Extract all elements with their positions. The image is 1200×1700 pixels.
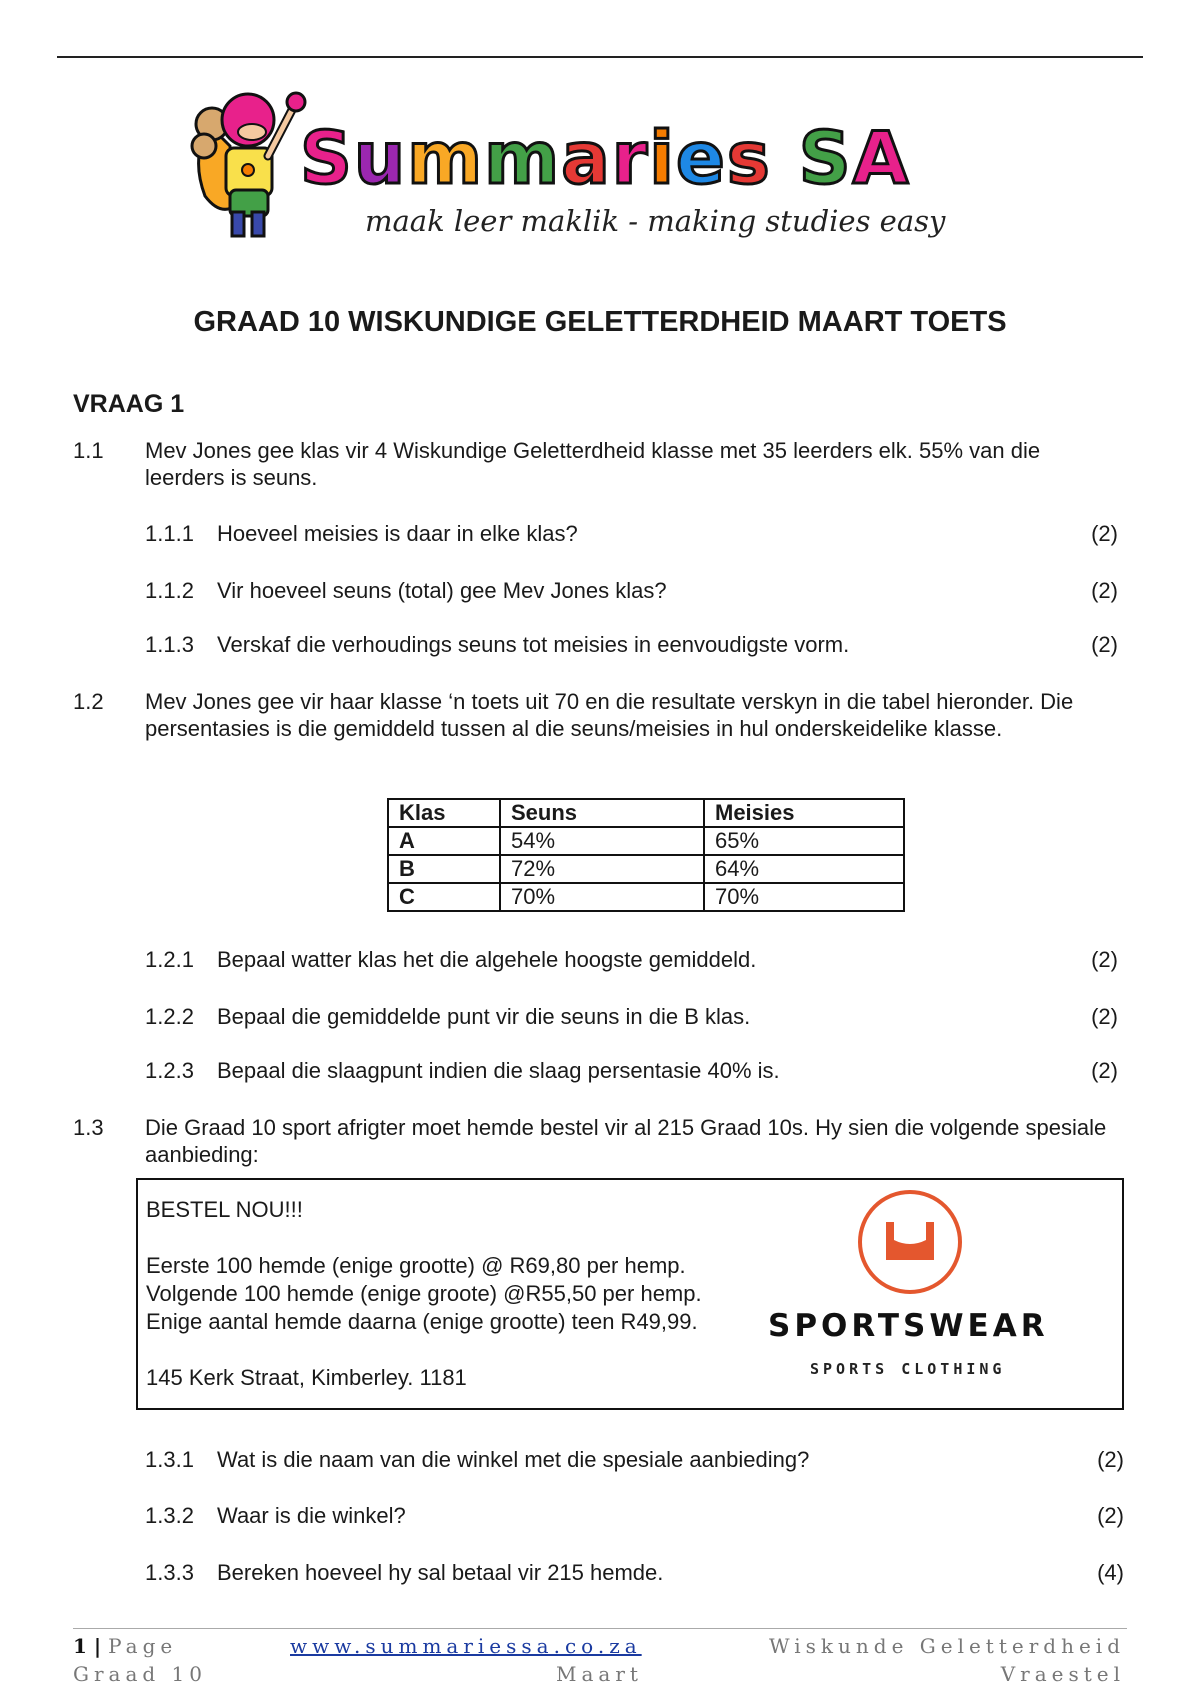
subquestion-number: 1.2.2 xyxy=(145,1004,194,1029)
table-cell: 65% xyxy=(704,827,904,855)
footer-paper: Vraestel xyxy=(1000,1662,1125,1686)
logo-letter: A xyxy=(852,116,911,200)
question-text: Mev Jones gee vir haar klasse ‘n toets uit 70 en die resultate verskyn in die tabel hieronder. Die persentasies is die gemiddeld tussen al die seuns/meisies in hul onderskeidelike klasse. xyxy=(145,689,1074,741)
marks: (2) xyxy=(1091,947,1118,972)
table-cell: 64% xyxy=(704,855,904,883)
logo-letter: a xyxy=(561,116,612,200)
page-label: Page xyxy=(108,1634,178,1658)
logo-wordmark xyxy=(300,116,911,200)
logo-letter: i xyxy=(649,116,676,200)
table-cell: 54% xyxy=(500,827,704,855)
table-cell: 70% xyxy=(704,883,904,911)
logo-letter: e xyxy=(675,116,727,200)
logo-letter: m xyxy=(484,116,562,200)
question-number: 1.2 xyxy=(73,689,104,714)
marks: (2) xyxy=(1091,1004,1118,1029)
ad-price-line: Enige aantal hemde daarna (enige grootte) teen R49,99. xyxy=(146,1309,698,1334)
table-cell: B xyxy=(388,855,500,883)
subquestion-number: 1.3.2 xyxy=(145,1503,194,1528)
logo-letter xyxy=(772,122,799,194)
marks: (2) xyxy=(1097,1447,1124,1472)
table-header-cell: Seuns xyxy=(500,799,704,827)
logo-letter: s xyxy=(726,116,772,200)
subquestion-number: 1.1.3 xyxy=(145,632,194,657)
table-row xyxy=(388,883,904,911)
question-number: 1.1 xyxy=(73,438,104,463)
brand-name: SPORTSWEAR xyxy=(768,1308,1049,1344)
logo-letter: u xyxy=(353,116,408,200)
footer-month: Maart xyxy=(556,1662,643,1686)
marks: (2) xyxy=(1091,1058,1118,1083)
subquestion-number: 1.3.3 xyxy=(145,1560,194,1585)
brand-subtitle: SPORTS CLOTHING xyxy=(810,1360,1006,1378)
table-row xyxy=(388,855,904,883)
logo-tagline: maak leer maklik - making studies easy xyxy=(365,204,946,238)
subquestion-text: Bepaal watter klas het die algehele hoogste gemiddeld. xyxy=(217,947,757,972)
marks: (4) xyxy=(1097,1560,1124,1585)
subquestion-number: 1.1.1 xyxy=(145,521,194,546)
footer-website-link[interactable]: www.summariessa.co.za xyxy=(290,1634,642,1658)
subquestion-text: Wat is die naam van die winkel met die spesiale aanbieding? xyxy=(217,1447,810,1472)
subquestion-text: Bepaal die slaagpunt indien die slaag persentasie 40% is. xyxy=(217,1058,780,1083)
subquestion-text: Verskaf die verhoudings seuns tot meisies in eenvoudigste vorm. xyxy=(217,632,850,657)
section-heading: VRAAG 1 xyxy=(73,390,185,418)
marks: (2) xyxy=(1091,632,1118,657)
question-number: 1.3 xyxy=(73,1115,104,1140)
ad-price-line: Volgende 100 hemde (enige groote) @R55,50 per hemp. xyxy=(146,1281,702,1306)
subquestion-text: Hoeveel meisies is daar in elke klas? xyxy=(217,521,578,546)
logo-letter: r xyxy=(611,116,650,200)
question-text: Die Graad 10 sport afrigter moet hemde bestel vir al 215 Graad 10s. Hy sien die volgende spesiale aanbieding: xyxy=(145,1115,1107,1167)
page-title: GRAAD 10 WISKUNDIGE GELETTERDHEID MAART TOETS xyxy=(193,306,1007,338)
logo-letter: m xyxy=(407,116,485,200)
subquestion-text: Vir hoeveel seuns (total) gee Mev Jones klas? xyxy=(217,578,667,603)
subquestion-number: 1.3.1 xyxy=(145,1447,194,1472)
subquestion-text: Bepaal die gemiddelde punt vir die seuns in die B klas. xyxy=(217,1004,751,1029)
table-header-cell: Meisies xyxy=(704,799,904,827)
marks: (2) xyxy=(1097,1503,1124,1528)
table-row xyxy=(388,827,904,855)
results-table xyxy=(387,798,905,912)
table-cell: C xyxy=(388,883,500,911)
ad-address: 145 Kerk Straat, Kimberley. 1181 xyxy=(146,1365,467,1390)
logo-letter: S xyxy=(798,116,853,200)
table-header-row xyxy=(388,799,904,827)
superhero-mascot-icon xyxy=(190,86,310,246)
marks: (2) xyxy=(1091,521,1118,546)
subquestion-number: 1.2.3 xyxy=(145,1058,194,1083)
footer-page: 1 | Page xyxy=(73,1634,178,1658)
table-cell: A xyxy=(388,827,500,855)
table-header-cell: Klas xyxy=(388,799,500,827)
summaries-sa-logo xyxy=(190,86,1010,246)
subquestion-text: Waar is die winkel? xyxy=(217,1503,406,1528)
ad-price-line: Eerste 100 hemde (enige grootte) @ R69,80 per hemp. xyxy=(146,1253,686,1278)
table-cell: 70% xyxy=(500,883,704,911)
top-rule xyxy=(57,56,1143,58)
subquestion-text: Bereken hoeveel hy sal betaal vir 215 hemde. xyxy=(217,1560,664,1585)
table-cell: 72% xyxy=(500,855,704,883)
footer-rule xyxy=(73,1628,1127,1629)
page-number: 1 xyxy=(73,1634,87,1658)
logo-letter: S xyxy=(300,116,354,200)
advertisement-box xyxy=(136,1178,1124,1410)
subquestion-number: 1.2.1 xyxy=(145,947,194,972)
sports-bra-logo-icon xyxy=(856,1188,964,1296)
marks: (2) xyxy=(1091,578,1118,603)
question-text: Mev Jones gee klas vir 4 Wiskundige Geletterdheid klasse met 35 leerders elk. 55% van die leerders is seuns. xyxy=(145,438,1041,490)
subquestion-number: 1.1.2 xyxy=(145,578,194,603)
ad-headline: BESTEL NOU!!! xyxy=(146,1197,303,1222)
footer-grade: Graad 10 xyxy=(73,1662,207,1686)
footer-subject: Wiskunde Geletterdheid xyxy=(769,1634,1125,1658)
